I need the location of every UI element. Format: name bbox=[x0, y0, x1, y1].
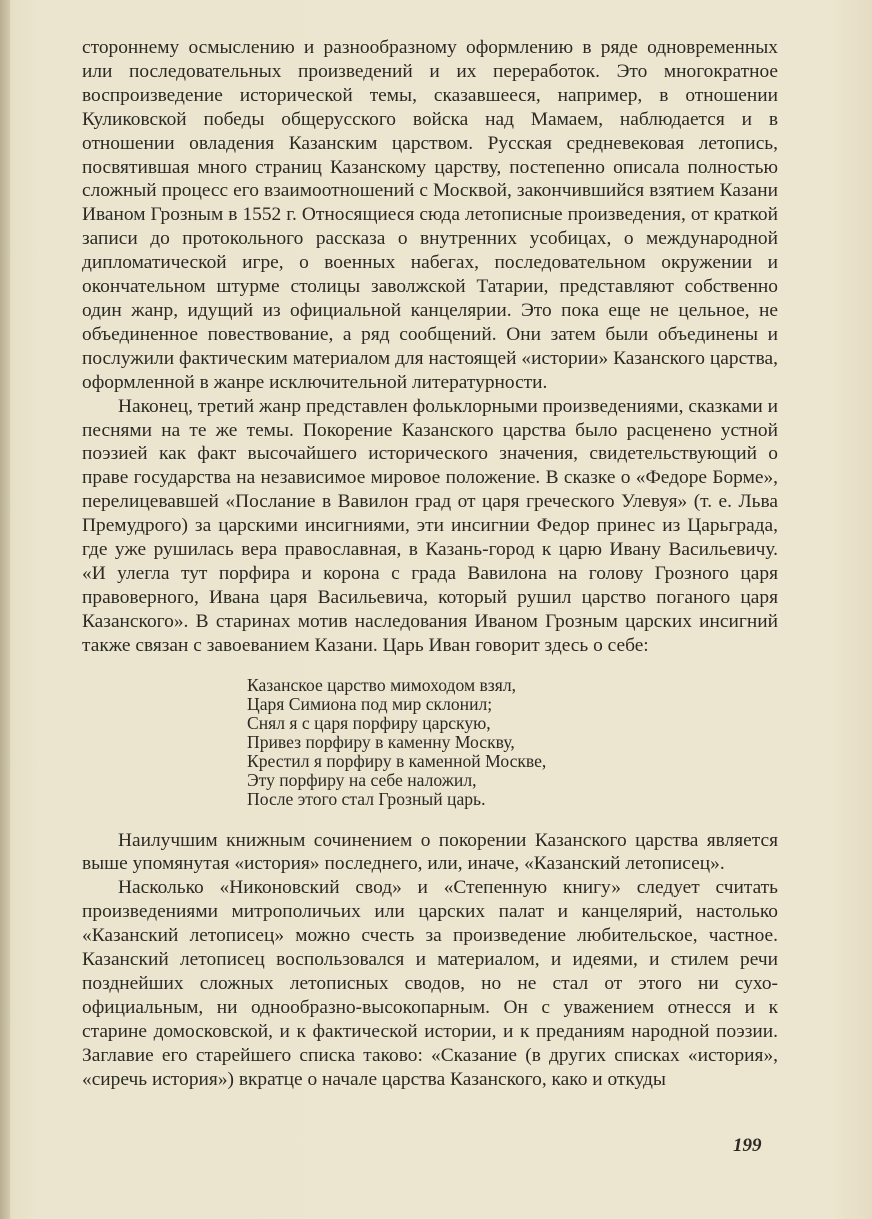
book-spine-shadow bbox=[0, 0, 10, 1219]
verse-line: Царя Симиона под мир склонил; bbox=[247, 693, 493, 714]
verse-line: Привез порфиру в каменну Москву, bbox=[247, 731, 515, 752]
paragraph-best-work: Наилучшим книжным сочинением о покорении Казанского царства является выше упомянутая «история» последнего, или, иначе, «Казанский летописец». bbox=[82, 829, 778, 875]
page-number: 199 bbox=[733, 1135, 762, 1156]
verse-line: Крестил я порфиру в каменной Москве, bbox=[247, 750, 547, 771]
verse-line: Казанское царство мимоходом взял, bbox=[247, 674, 516, 695]
verse-quote bbox=[247, 676, 778, 809]
verse-line: Снял я с царя порфиру царскую, bbox=[247, 712, 491, 733]
paragraph-continued: стороннему осмыслению и разнообразному оформлению в ряде одновременных или последовательных произведений и их переработок. Это многократное воспроизведение исторической темы, сказавшееся, например, в отношении Куликовской победы общерусского войска над Мамаем, наблюдается и в отношении овладения Казанским царством. Русская средневековая летопись, посвятившая много страниц Казанскому царству, постепенно описала полностью сложный процесс его взаимоотношений с Москвой, закончившийся взятием Казани Иваном Грозным в 1552 г. Относящиеся сюда летописные произведения, от краткой записи до протокольного рассказа о внутренних усобицах, о международной дипломатической игре, о военных набегах, последовательном окружении и окончательном штурме столицы заволжской Татарии, представляют собственно один жанр, идущий из официальной канцелярии. Это пока еще не цельное, не объединенное повествование, а ряд сообщений. Они затем были объединены и послужили фактическим материалом для настоящей «истории» Казанского царства, оформленной в жанре исключительной литературности. bbox=[82, 37, 778, 393]
verse-line: После этого стал Грозный царь. bbox=[247, 788, 486, 809]
verse-line: Эту порфиру на себе наложил, bbox=[247, 769, 477, 790]
page-text-block bbox=[82, 36, 778, 1092]
paragraph-folklore-genre: Наконец, третий жанр представлен фольклорными произведениями, сказками и песнями на те же темы. Покорение Казанского царства было расценено устной поэзией как факт высочайшего исторического значения, свидетельствующий о праве государства на независимое мировое положение. В сказке о «Федоре Борме», перелицевавшей «Послание в Вавилон град от царя греческого Улевуя» (т. е. Льва Премудрого) за царскими инсигниями, эти инсигнии Федор принес из Царьграда, где уже рушилась вера православная, в Казань-город к царю Ивану Васильевичу. «И улегла тут порфира и корона с града Вавилона на голову Грозного царя правоверного, Ивана царя Васильевича, который рушил царство поганого царя Казанского». В старинах мотив наследования Иваном Грозным царских инсигний также связан с завоеванием Казани. Царь Иван говорит здесь о себе: bbox=[82, 395, 778, 656]
paragraph-kazan-chronicler: Насколько «Никоновский свод» и «Степенную книгу» следует считать произведениями митрополичьих или царских палат и канцелярий, настолько «Казанский летописец» можно счесть за произведение любительское, частное. Казанский летописец воспользовался и материалом, и идеями, и стилем речи позднейших сложных летописных сводов, но не стал от этого ни сухо-официальным, ни однообразно-высокопарным. Он с уважением отнесся и к старине домосковской, и к фактической истории, и к преданиям народной поэзии. Заглавие его старейшего списка таково: «Сказание (в других списках «история», «сиречь история») вкратце о начале царства Казанского, како и откуды bbox=[82, 877, 778, 1090]
